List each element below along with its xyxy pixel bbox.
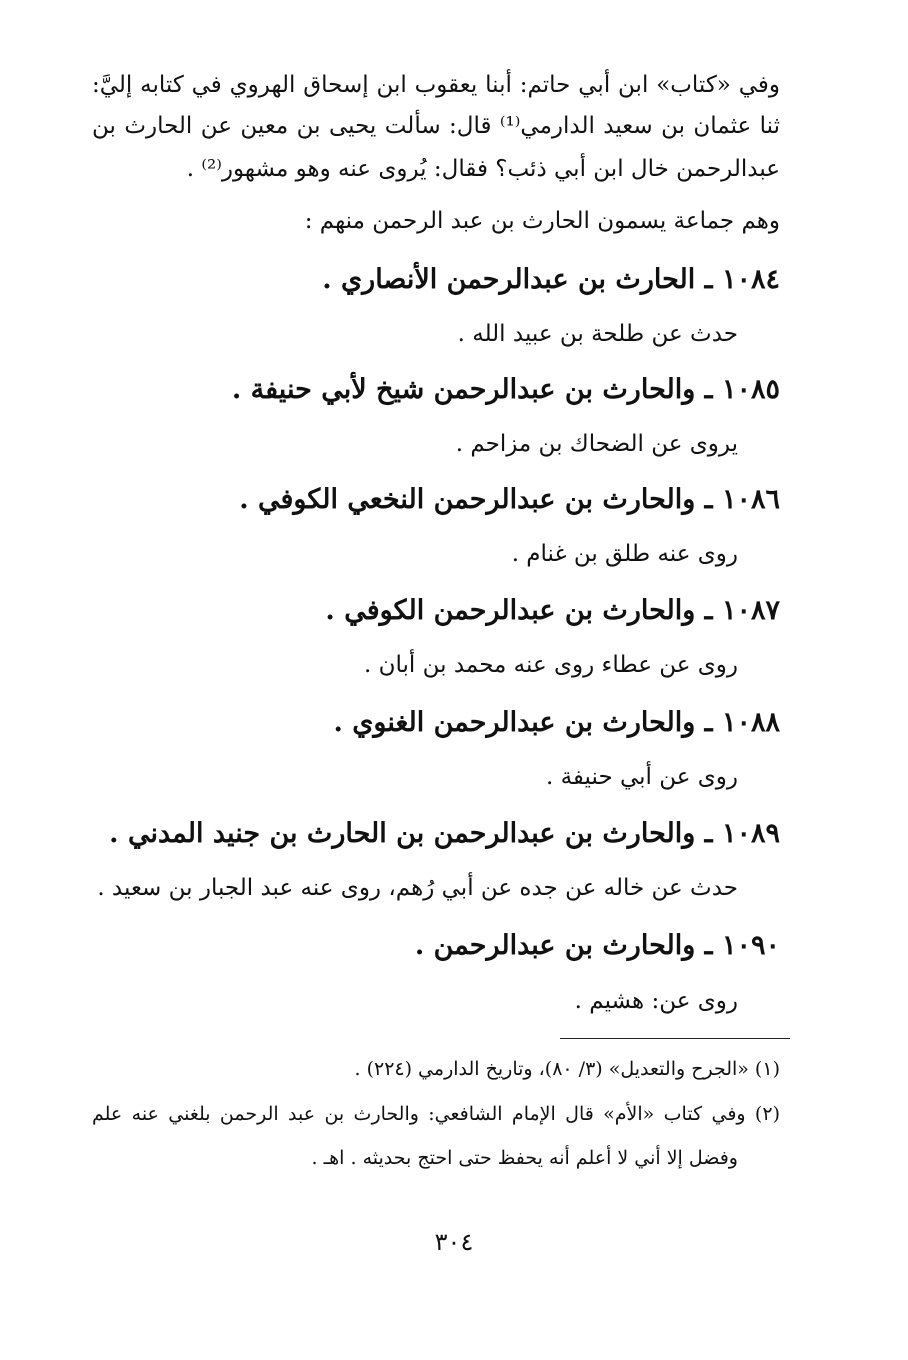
footnote-2-line-1: (٢) وفي كتاب «الأم» قال الإمام الشافعي: والحارث بن عبد الرحمن بلغني عنه علم bbox=[92, 1103, 780, 1125]
entry-heading-1090: ١٠٩٠ ـ والحارث بن عبدالرحمن . bbox=[414, 930, 780, 961]
intro-line-3: عبدالرحمن خال ابن أبي ذئب؟ فقال: يُروى عنه وهو مشهور⁽²⁾ . bbox=[186, 156, 780, 182]
entry-body-1086: روى عنه طلق بن غنام . bbox=[511, 541, 738, 567]
entry-body-1087: روى عن عطاء روى عنه محمد بن أبان . bbox=[363, 652, 738, 678]
intro-line-1: وفي «كتاب» ابن أبي حاتم: أبنا يعقوب ابن إسحاق الهروي في كتابه إليَّ: bbox=[92, 72, 780, 98]
footnote-separator bbox=[560, 1038, 790, 1039]
intro-line-2: ثنا عثمان بن سعيد الدارمي⁽¹⁾ قال: سألت يحيى بن معين عن الحارث بن bbox=[92, 113, 780, 139]
entry-body-1088: روى عن أبي حنيفة . bbox=[545, 764, 738, 790]
entry-heading-1086: ١٠٨٦ ـ والحارث بن عبدالرحمن النخعي الكوفي . bbox=[239, 484, 780, 515]
page-number: ٣٠٤ bbox=[434, 1228, 474, 1256]
footnote-1: (١) «الجرح والتعديل» (٣/ ٨٠)، وتاريخ الدارمي (٢٢٤) . bbox=[354, 1058, 780, 1080]
entry-body-1090: روى عن: هشيم . bbox=[574, 988, 738, 1014]
entry-heading-1084: ١٠٨٤ ـ الحارث بن عبدالرحمن الأنصاري . bbox=[322, 264, 780, 295]
entry-heading-1085: ١٠٨٥ ـ والحارث بن عبدالرحمن شيخ لأبي حنيفة . bbox=[231, 374, 780, 405]
entry-body-1085: يروى عن الضحاك بن مزاحم . bbox=[455, 431, 738, 457]
entry-heading-1088: ١٠٨٨ ـ والحارث بن عبدالرحمن الغنوي . bbox=[333, 707, 780, 738]
entry-body-1089: حدث عن خاله عن جده عن أبي رُهم، روى عنه عبد الجبار بن سعيد . bbox=[97, 875, 738, 901]
entry-heading-1087: ١٠٨٧ ـ والحارث بن عبدالرحمن الكوفي . bbox=[325, 595, 780, 626]
entry-heading-1089: ١٠٨٩ ـ والحارث بن عبدالرحمن بن الحارث بن جنيد المدني . bbox=[109, 818, 780, 849]
entry-body-1084: حدث عن طلحة بن عبيد الله . bbox=[457, 321, 738, 347]
footnote-2-line-2: وفضل إلا أني لا أعلم أنه يحفظ حتى احتج بحديثه . اهـ . bbox=[311, 1147, 738, 1169]
intro-line-4: وهم جماعة يسمون الحارث بن عبد الرحمن منهم : bbox=[304, 208, 780, 234]
